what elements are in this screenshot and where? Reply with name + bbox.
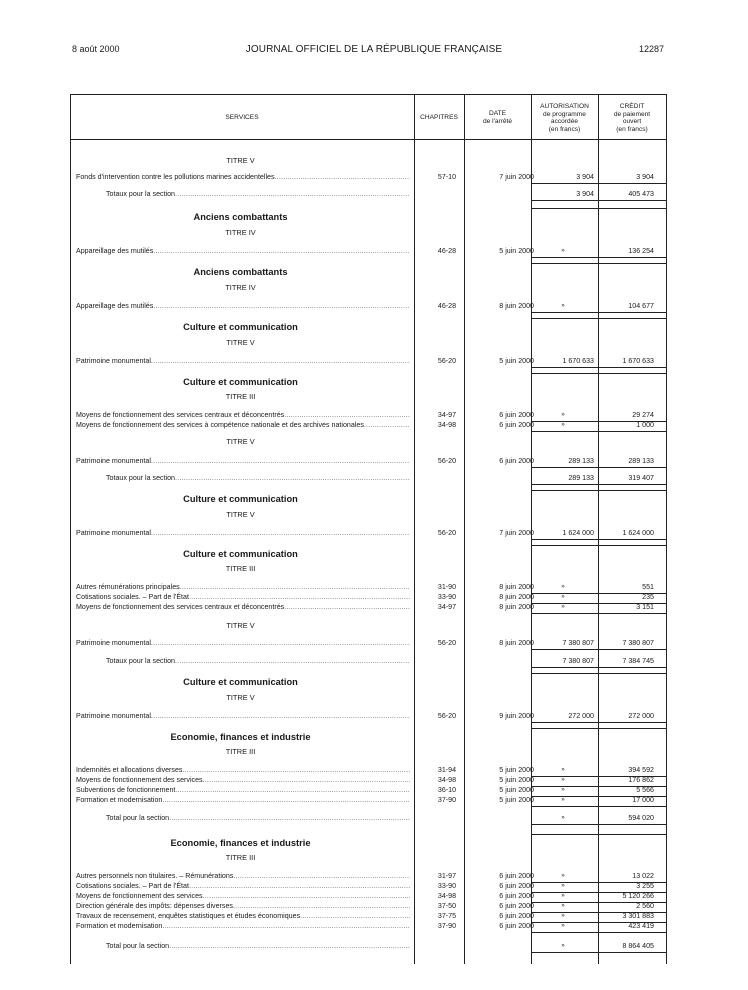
autorisation-value: » (561, 797, 565, 803)
autorisation-value: » (561, 815, 565, 821)
credit-value: 405 473 (628, 190, 654, 198)
col-header-date-line1: DATE (488, 110, 507, 117)
row-label: Indemnités et allocations diverses ..... (76, 765, 410, 775)
date-value: 7 juin 2000 (499, 529, 534, 537)
row-label: Patrimoine monumental ..... (76, 638, 410, 648)
date-value: 6 juin 2000 (499, 912, 534, 920)
date-value: 5 juin 2000 (499, 766, 534, 774)
section-title: Culture et communication (183, 494, 298, 504)
table-row (70, 775, 666, 785)
credit-value: 1 000 (636, 421, 654, 429)
amount-rule (598, 952, 666, 953)
table-row (70, 711, 666, 721)
col-header-auth-line1: AUTORISATION (540, 103, 589, 110)
row-label: Autres personnels non titulaires. – Rémunérations ..... (76, 871, 410, 881)
total-row (70, 813, 666, 823)
row-label: Totaux pour la section ..... (106, 656, 410, 666)
chapitre-value: 37-50 (437, 902, 457, 910)
autorisation-value: » (561, 584, 565, 590)
amount-rule (598, 257, 666, 258)
section-rule (531, 318, 666, 319)
autorisation-value: 1 670 633 (562, 357, 594, 365)
table-row (70, 246, 666, 256)
row-label: Direction générale des impôts: dépenses diverses ..... (76, 901, 410, 911)
autorisation-value: » (561, 412, 565, 418)
autorisation-value: » (561, 943, 565, 949)
autorisation-value: 1 624 000 (562, 529, 594, 537)
row-label: Formation et modernisation ..... (76, 921, 410, 931)
autorisation-value: » (561, 903, 565, 909)
section-titre: TITRE V (226, 338, 255, 347)
table-row (70, 592, 666, 602)
autorisation-value: » (561, 923, 565, 929)
date-value: 8 juin 2000 (499, 639, 534, 647)
chapitre-value: 37-90 (437, 922, 457, 930)
section-rule (531, 263, 666, 264)
section-title: Culture et communication (183, 677, 298, 687)
col-header-date (464, 110, 531, 125)
table-row (70, 795, 666, 805)
credit-value: 423 419 (628, 922, 654, 930)
section-title: Anciens combattants (193, 212, 288, 222)
autorisation-value: » (561, 767, 565, 773)
autorisation-value: » (561, 883, 565, 889)
header-bottom-border (70, 139, 666, 140)
amount-rule (598, 824, 666, 825)
amount-rule (598, 183, 666, 184)
credit-value: 13 022 (632, 872, 654, 880)
credit-value: 1 670 633 (622, 357, 654, 365)
amount-rule (598, 200, 666, 201)
section-titre: TITRE III (225, 853, 256, 862)
date-value: 6 juin 2000 (499, 421, 534, 429)
autorisation-value: » (561, 787, 565, 793)
row-label: Patrimoine monumental ..... (76, 711, 410, 721)
table-row (70, 410, 666, 420)
amount-rule (531, 484, 598, 485)
section-titre: TITRE V (226, 621, 255, 630)
amount-rule (531, 183, 598, 184)
amount-rule (531, 312, 598, 313)
row-label: Total pour la section ..... (106, 813, 410, 823)
table-row (70, 638, 666, 648)
chapitre-value: 56-20 (437, 529, 457, 537)
section-titre: TITRE V (226, 510, 255, 519)
chapitre-value: 56-20 (437, 357, 457, 365)
table-row (70, 582, 666, 592)
section-title: Anciens combattants (193, 267, 288, 277)
credit-value: 17 000 (632, 796, 654, 804)
row-label: Patrimoine monumental ..... (76, 528, 410, 538)
row-label: Totaux pour la section ..... (106, 473, 410, 483)
credit-value: 5 566 (636, 786, 654, 794)
section-title: Economie, finances et industrie (170, 732, 311, 742)
amount-rule (598, 484, 666, 485)
date-value: 9 juin 2000 (499, 712, 534, 720)
table-row (70, 765, 666, 775)
section-titre: TITRE III (225, 747, 256, 756)
section-title: Economie, finances et industrie (170, 838, 311, 848)
amount-rule (598, 932, 666, 933)
col-header-credit-line2: de paiement (613, 110, 651, 118)
amount-rule (531, 667, 598, 668)
autorisation-value: 3 904 (576, 190, 594, 198)
credit-value: 104 677 (628, 302, 654, 310)
total-row (70, 656, 666, 666)
table-right-border (666, 94, 667, 964)
row-label: Patrimoine monumental ..... (76, 356, 410, 366)
row-label: Patrimoine monumental ..... (76, 456, 410, 466)
row-label: Moyens de fonctionnement des services centraux et déconcentrés ..... (76, 410, 410, 420)
section-title: Culture et communication (183, 322, 298, 332)
amount-rule (598, 312, 666, 313)
table-row (70, 901, 666, 911)
credit-value: 3 904 (636, 173, 654, 181)
credit-value: 272 000 (628, 712, 654, 720)
date-value: 6 juin 2000 (499, 922, 534, 930)
col-header-chapitres: CHAPITRES (420, 114, 458, 121)
date-value: 6 juin 2000 (499, 902, 534, 910)
chapitre-value: 34-98 (437, 892, 457, 900)
date-value: 5 juin 2000 (499, 786, 534, 794)
col-header-services: SERVICES (225, 114, 259, 121)
autorisation-value: » (561, 913, 565, 919)
amount-rule (598, 431, 666, 432)
credit-value: 289 133 (628, 457, 654, 465)
amount-rule (531, 257, 598, 258)
autorisation-value: 289 133 (568, 457, 594, 465)
date-value: 8 juin 2000 (499, 603, 534, 611)
chapitre-value: 31-94 (437, 766, 457, 774)
page-number: 12287 (638, 44, 664, 54)
amount-rule (531, 539, 598, 540)
credit-value: 235 (642, 593, 654, 601)
section-titre: TITRE V (226, 156, 255, 165)
section-titre: TITRE IV (225, 283, 256, 292)
chapitre-value: 34-97 (437, 411, 457, 419)
amount-rule (598, 649, 666, 650)
section-rule (531, 673, 666, 674)
autorisation-value: » (561, 604, 565, 610)
section-rule (531, 490, 666, 491)
chapitre-value: 56-20 (437, 712, 457, 720)
section-rule (531, 728, 666, 729)
autorisation-value: » (561, 248, 565, 254)
section-title: Culture et communication (183, 549, 298, 559)
credit-value: 1 624 000 (622, 529, 654, 537)
amount-rule (531, 613, 598, 614)
autorisation-value: » (561, 422, 565, 428)
section-titre: TITRE III (225, 564, 256, 573)
table-row (70, 602, 666, 612)
credit-value: 7 384 745 (622, 657, 654, 665)
col-header-credit (598, 103, 666, 133)
amount-rule (531, 649, 598, 650)
autorisation-value: 3 904 (576, 173, 594, 181)
section-title: Culture et communication (183, 377, 298, 387)
row-label: Cotisations sociales. – Part de l'État ..... (76, 881, 410, 891)
date-value: 5 juin 2000 (499, 796, 534, 804)
chapitre-value: 34-98 (437, 421, 457, 429)
table-top-border (70, 94, 666, 95)
col-header-auth-line4: (en francs) (548, 125, 581, 133)
table-row (70, 785, 666, 795)
date-value: 5 juin 2000 (499, 357, 534, 365)
credit-value: 394 592 (628, 766, 654, 774)
chapitre-value: 31-90 (437, 583, 457, 591)
row-label: Cotisations sociales. – Part de l'État ..... (76, 592, 410, 602)
date-value: 5 juin 2000 (499, 247, 534, 255)
total-row (70, 473, 666, 483)
amount-rule (531, 467, 598, 468)
chapitre-value: 37-90 (437, 796, 457, 804)
autorisation-value: » (561, 873, 565, 879)
credit-value: 136 254 (628, 247, 654, 255)
page-date: 8 août 2000 (72, 44, 120, 54)
row-label: Moyens de fonctionnement des services centraux et déconcentrés ..... (76, 602, 410, 612)
col-header-credit-line4: (en francs) (616, 125, 648, 133)
table-row (70, 172, 666, 182)
table-row (70, 881, 666, 891)
appropriations-table (70, 94, 666, 964)
amount-rule (598, 806, 666, 807)
amount-rule (531, 431, 598, 432)
chapitre-value: 56-20 (437, 639, 457, 647)
col-header-autorisation (531, 103, 598, 133)
date-value: 6 juin 2000 (499, 411, 534, 419)
credit-value: 3 151 (636, 603, 654, 611)
amount-rule (598, 667, 666, 668)
row-label: Moyens de fonctionnement des services ..... (76, 775, 410, 785)
row-label: Fonds d'intervention contre les pollutions marines accidentelles ..... (76, 172, 410, 182)
chapitre-value: 33-90 (437, 882, 457, 890)
credit-value: 551 (642, 583, 654, 591)
row-label: Appareillage des mutilés ..... (76, 301, 410, 311)
credit-value: 5 120 266 (622, 892, 654, 900)
amount-rule (598, 367, 666, 368)
date-value: 6 juin 2000 (499, 872, 534, 880)
amount-rule (598, 539, 666, 540)
col-header-auth-line2: de programme (543, 110, 586, 118)
section-rule (531, 208, 666, 209)
date-value: 8 juin 2000 (499, 302, 534, 310)
table-row (70, 356, 666, 366)
section-titre: TITRE III (225, 392, 256, 401)
total-row (70, 189, 666, 199)
credit-value: 8 864 405 (622, 942, 654, 950)
chapitre-value: 34-98 (437, 776, 457, 784)
chapitre-value: 36-10 (437, 786, 457, 794)
autorisation-value: » (561, 303, 565, 309)
chapitre-value: 46-28 (437, 247, 457, 255)
table-row (70, 911, 666, 921)
date-value: 8 juin 2000 (499, 583, 534, 591)
journal-title: JOURNAL OFFICIEL DE LA RÉPUBLIQUE FRANÇAISE (245, 44, 503, 55)
amount-rule (598, 722, 666, 723)
autorisation-value: » (561, 777, 565, 783)
date-value: 5 juin 2000 (499, 776, 534, 784)
autorisation-value: 7 380 807 (562, 657, 594, 665)
credit-value: 2 560 (636, 902, 654, 910)
col-header-credit-line3: ouvert (622, 118, 642, 125)
row-label: Totaux pour la section ..... (106, 189, 410, 199)
chapitre-value: 37-75 (437, 912, 457, 920)
autorisation-value: 7 380 807 (562, 639, 594, 647)
credit-value: 3 301 883 (622, 912, 654, 920)
table-row (70, 891, 666, 901)
section-rule (531, 373, 666, 374)
date-value: 6 juin 2000 (499, 882, 534, 890)
col-header-auth-line3: accordée (550, 118, 579, 125)
row-label: Total pour la section ..... (106, 941, 410, 951)
total-row (70, 941, 666, 951)
amount-rule (531, 952, 598, 953)
section-titre: TITRE V (226, 693, 255, 702)
amount-rule (531, 824, 598, 825)
credit-value: 176 862 (628, 776, 654, 784)
credit-value: 7 380 807 (622, 639, 654, 647)
row-label: Travaux de recensement, enquêtes statistiques et études économiques ..... (76, 911, 410, 921)
amount-rule (531, 200, 598, 201)
date-value: 6 juin 2000 (499, 457, 534, 465)
autorisation-value: » (561, 893, 565, 899)
chapitre-value: 33-90 (437, 593, 457, 601)
credit-value: 3 255 (636, 882, 654, 890)
table-row (70, 456, 666, 466)
amount-rule (598, 467, 666, 468)
chapitre-value: 57-10 (437, 173, 457, 181)
row-label: Moyens de fonctionnement des services à compétence nationale et des archives nationales ..... (76, 420, 410, 430)
row-label: Appareillage des mutilés ..... (76, 246, 410, 256)
table-row (70, 420, 666, 430)
col-header-credit-line1: CRÉDIT (619, 103, 645, 110)
row-label: Formation et modernisation ..... (76, 795, 410, 805)
chapitre-value: 34-97 (437, 603, 457, 611)
section-titre: TITRE V (226, 437, 255, 446)
chapitre-value: 46-28 (437, 302, 457, 310)
amount-rule (598, 613, 666, 614)
table-row (70, 921, 666, 931)
credit-value: 29 274 (632, 411, 654, 419)
table-row (70, 871, 666, 881)
section-rule (531, 834, 666, 835)
amount-rule (531, 367, 598, 368)
chapitre-value: 31-97 (437, 872, 457, 880)
credit-value: 319 407 (628, 474, 654, 482)
section-rule (531, 545, 666, 546)
col-header-date-line2: de l'arrêté (482, 117, 513, 125)
row-label: Subventions de fonctionnement ..... (76, 785, 410, 795)
autorisation-value: » (561, 594, 565, 600)
amount-rule (531, 932, 598, 933)
autorisation-value: 289 133 (568, 474, 594, 482)
chapitre-value: 56-20 (437, 457, 457, 465)
amount-rule (531, 806, 598, 807)
date-value: 6 juin 2000 (499, 892, 534, 900)
date-value: 7 juin 2000 (499, 173, 534, 181)
autorisation-value: 272 000 (568, 712, 594, 720)
table-row (70, 301, 666, 311)
row-label: Autres rémunérations principales ..... (76, 582, 410, 592)
row-label: Moyens de fonctionnement des services ..... (76, 891, 410, 901)
amount-rule (531, 722, 598, 723)
table-row (70, 528, 666, 538)
section-titre: TITRE IV (225, 228, 256, 237)
date-value: 8 juin 2000 (499, 593, 534, 601)
credit-value: 594 020 (628, 814, 654, 822)
